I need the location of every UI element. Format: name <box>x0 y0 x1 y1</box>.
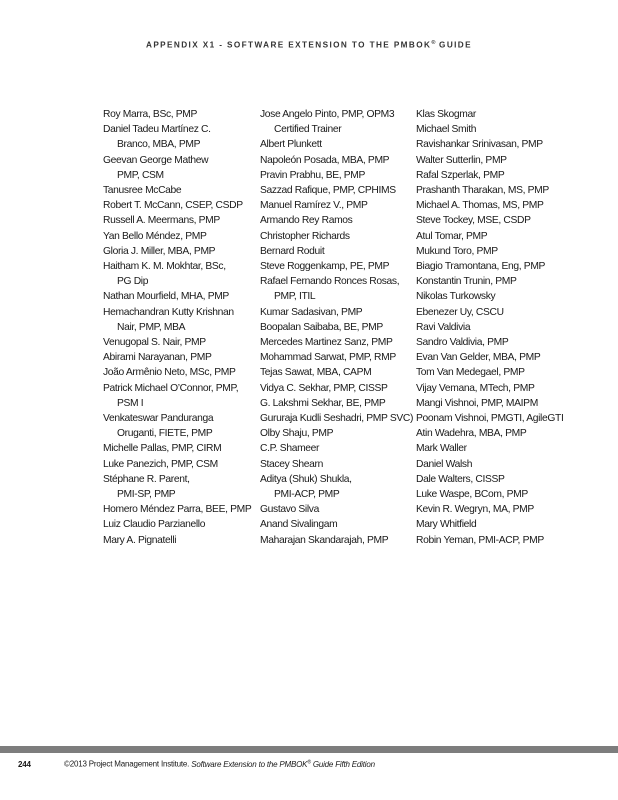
contributor-entry <box>416 122 576 137</box>
contributor-name: G. Lakshmi Sekhar, BE, PMP <box>260 397 386 409</box>
contributor-entry <box>416 320 576 335</box>
contributor-entry <box>260 274 410 304</box>
book-title-text: Software Extension to the PMBOK <box>191 759 308 769</box>
contributor-entry <box>103 107 253 122</box>
contributor-name: Tejas Sawat, MBA, CAPM <box>260 367 372 379</box>
contributor-name: Olby Shaju, PMP <box>260 428 334 440</box>
contributor-entry <box>416 457 576 472</box>
contributor-name: Mercedes Martinez Sanz, PMP <box>260 337 393 349</box>
contributor-name: Prashanth Tharakan, MS, PMP <box>416 185 549 197</box>
contributor-name: Bernard Roduit <box>260 245 325 257</box>
contributor-name: Luke Panezich, PMP, CSM <box>103 458 218 470</box>
contributor-name: Walter Sutterlin, PMP <box>416 154 507 166</box>
contributor-entry <box>103 441 253 456</box>
contributor-entry <box>260 213 410 228</box>
contributor-name: Geevan George Mathew <box>103 154 209 166</box>
contributor-name: Gustavo Silva <box>260 504 319 516</box>
header-text-end: GUIDE <box>435 40 472 50</box>
contributor-entry <box>260 259 410 274</box>
contributor-name: Napoleón Posada, MBA, PMP <box>260 154 390 166</box>
contributor-entry <box>416 441 576 456</box>
contributor-name: Mohammad Sarwat, PMP, RMP <box>260 352 396 364</box>
contributor-entry <box>416 350 576 365</box>
contributor-entry <box>260 305 410 320</box>
contributor-entry <box>260 457 410 472</box>
contributor-name: Michelle Pallas, PMP, CIRM <box>103 443 222 455</box>
contributor-name: Luke Waspe, BCom, PMP <box>416 489 528 501</box>
contributor-entry <box>260 472 410 502</box>
contributors-column-3 <box>416 107 576 548</box>
contributor-name: Steve Roggenkamp, PE, PMP <box>260 261 390 273</box>
contributor-name: Sazzad Rafique, PMP, CPHIMS <box>260 185 396 197</box>
contributor-credentials-continued: Nair, PMP, MBA <box>117 321 186 333</box>
contributor-name: Nathan Mourfield, MHA, PMP <box>103 291 229 303</box>
contributor-entry <box>260 381 410 396</box>
contributor-entry <box>103 183 253 198</box>
contributor-name: Poonam Vishnoi, PMGTI, AgileGTI <box>416 413 564 425</box>
contributor-name: Atin Wadehra, MBA, PMP <box>416 428 527 440</box>
contributor-name: Boopalan Saibaba, BE, PMP <box>260 321 383 333</box>
contributor-name: Michael A. Thomas, MS, PMP <box>416 200 544 212</box>
contributor-name: Biagio Tramontana, Eng, PMP <box>416 261 546 273</box>
contributor-name: Atul Tomar, PMP <box>416 230 488 242</box>
book-title <box>191 760 375 769</box>
contributor-name: Konstantin Trunin, PMP <box>416 276 517 288</box>
contributor-entry <box>103 259 253 289</box>
contributor-credentials-continued: PMP, CSM <box>117 169 164 181</box>
contributor-name: Homero Méndez Parra, BEE, PMP <box>103 504 252 516</box>
contributor-name: Patrick Michael O’Connor, PMP, <box>103 382 239 394</box>
contributor-entry <box>103 289 253 304</box>
contributor-name: Nikolas Turkowsky <box>416 291 496 303</box>
contributor-name: Robert T. McCann, CSEP, CSDP <box>103 200 243 212</box>
contributor-entry <box>103 229 253 244</box>
contributor-entry <box>103 381 253 411</box>
contributor-name: Michael Smith <box>416 124 477 136</box>
header-text: APPENDIX X1 - SOFTWARE EXTENSION TO THE PMBOK <box>146 40 432 50</box>
contributor-name: Rafael Fernando Ronces Rosas, <box>260 276 400 288</box>
contributor-entry <box>416 487 576 502</box>
contributor-entry <box>416 381 576 396</box>
contributor-entry <box>416 274 576 289</box>
contributor-name: Gloria J. Miller, MBA, PMP <box>103 245 216 257</box>
contributor-entry <box>260 183 410 198</box>
copyright-text: ©2013 Project Management Institute. <box>64 759 192 769</box>
contributor-name: Daniel Walsh <box>416 458 473 470</box>
contributor-entry <box>416 411 576 426</box>
contributor-name: Armando Rey Ramos <box>260 215 353 227</box>
contributor-entry <box>416 229 576 244</box>
contributor-entry <box>416 517 576 532</box>
contributor-name: Albert Plunkett <box>260 139 322 151</box>
contributor-credentials-continued: PSM I <box>117 397 144 409</box>
contributor-name: Robin Yeman, PMI-ACP, PMP <box>416 534 544 546</box>
contributor-name: Evan Van Gelder, MBA, PMP <box>416 352 541 364</box>
contributor-credentials-continued: Oruganti, FIETE, PMP <box>117 428 213 440</box>
contributor-name: Aditya (Shuk) Shukla, <box>260 473 352 485</box>
contributor-name: C.P. Shameer <box>260 443 320 455</box>
contributor-name: Kumar Sadasivan, PMP <box>260 306 363 318</box>
contributor-entry <box>103 153 253 183</box>
contributor-name: Anand Sivalingam <box>260 519 338 531</box>
contributor-name: Rafal Szperlak, PMP <box>416 169 505 181</box>
page-number: 244 <box>18 759 31 769</box>
contributor-entry <box>103 502 253 517</box>
contributor-credentials-continued: PMI-SP, PMP <box>117 489 176 501</box>
contributor-name: Gururaja Kudli Seshadri, PMP SVC) <box>260 413 414 425</box>
contributor-name: Venkateswar Panduranga <box>103 413 214 425</box>
contributor-entry <box>260 517 410 532</box>
contributor-entry <box>103 411 253 441</box>
contributor-name: Daniel Tadeu Martínez C. <box>103 124 211 136</box>
contributor-name: Luiz Claudio Parzianello <box>103 519 206 531</box>
contributor-entry <box>416 396 576 411</box>
contributor-name: Mangi Vishnoi, PMP, MAIPM <box>416 397 538 409</box>
contributor-entry <box>260 107 410 137</box>
contributor-name: Mukund Toro, PMP <box>416 245 498 257</box>
contributor-name: Steve Tockey, MSE, CSDP <box>416 215 531 227</box>
contributor-name: Dale Walters, CISSP <box>416 473 505 485</box>
contributors-column-1 <box>103 107 253 548</box>
contributor-name: Mary Whitfield <box>416 519 477 531</box>
contributor-entry <box>260 396 410 411</box>
contributor-entry <box>260 533 410 548</box>
contributor-entry <box>260 502 410 517</box>
contributor-name: Hemachandran Kutty Krishnan <box>103 306 234 318</box>
contributor-entry <box>416 365 576 380</box>
contributor-name: Klas Skogmar <box>416 109 476 120</box>
contributor-entry <box>416 502 576 517</box>
contributor-name: Abirami Narayanan, PMP <box>103 352 212 364</box>
contributor-entry <box>260 365 410 380</box>
contributor-entry <box>416 259 576 274</box>
contributor-name: Russell A. Meermans, PMP <box>103 215 220 227</box>
contributor-entry <box>103 517 253 532</box>
contributor-entry <box>260 350 410 365</box>
footer-registered-mark: ® <box>307 759 311 765</box>
contributor-entry <box>260 229 410 244</box>
contributor-name: Roy Marra, BSc, PMP <box>103 109 198 120</box>
contributor-name: Tom Van Medegael, PMP <box>416 367 525 379</box>
contributor-entry <box>260 411 414 426</box>
contributor-name: Manuel Ramírez V., PMP <box>260 200 368 212</box>
contributor-entry <box>103 472 253 502</box>
contributor-name: Vijay Vemana, MTech, PMP <box>416 382 535 394</box>
contributor-entry <box>416 213 576 228</box>
contributor-entry <box>416 168 576 183</box>
contributor-entry <box>416 335 576 350</box>
contributor-name: Tanusree McCabe <box>103 185 182 197</box>
contributor-credentials-continued: PMI-ACP, PMP <box>274 489 340 501</box>
contributor-entry <box>416 183 576 198</box>
contributor-entry <box>416 289 576 304</box>
contributor-entry <box>416 107 576 122</box>
contributor-name: Maharajan Skandarajah, PMP <box>260 534 389 546</box>
page-footer <box>18 759 375 769</box>
contributor-name: Sandro Valdivia, PMP <box>416 337 509 349</box>
contributor-entry <box>260 198 410 213</box>
contributor-entry <box>103 350 253 365</box>
contributor-entry <box>260 335 410 350</box>
contributor-name: Ebenezer Uy, CSCU <box>416 306 504 318</box>
contributor-credentials-continued: PG Dip <box>117 276 149 288</box>
contributor-name: Stéphane R. Parent, <box>103 473 190 485</box>
contributor-credentials-continued: Certified Trainer <box>274 124 342 136</box>
running-header <box>0 40 618 50</box>
contributor-entry <box>260 441 410 456</box>
contributor-credentials-continued: Branco, MBA, PMP <box>117 139 201 151</box>
contributor-entry <box>260 320 410 335</box>
book-title-edition: Guide Fifth Edition <box>310 759 375 769</box>
contributor-entry <box>103 365 253 380</box>
contributor-credentials-continued: PMP, ITIL <box>274 291 316 303</box>
contributor-entry <box>416 533 576 548</box>
contributor-entry <box>260 244 410 259</box>
contributor-entry <box>416 244 576 259</box>
contributor-entry <box>416 153 576 168</box>
contributor-entry <box>260 153 410 168</box>
contributor-name: Ravishankar Srinivasan, PMP <box>416 139 543 151</box>
contributor-name: Jose Angelo Pinto, PMP, OPM3 <box>260 109 395 120</box>
contributor-name: Kevin R. Wegryn, MA, PMP <box>416 504 534 516</box>
contributor-entry <box>416 305 576 320</box>
contributor-entry <box>416 472 576 487</box>
contributor-entry <box>416 137 576 152</box>
contributor-entry <box>103 305 253 335</box>
contributor-entry <box>103 198 253 213</box>
contributor-name: Pravin Prabhu, BE, PMP <box>260 169 366 181</box>
contributor-name: Mary A. Pignatelli <box>103 534 177 546</box>
contributor-name: Stacey Shearn <box>260 458 323 470</box>
contributor-entry <box>103 213 253 228</box>
contributor-entry <box>103 533 253 548</box>
contributor-name: Ravi Valdivia <box>416 321 471 333</box>
contributor-name: Venugopal S. Nair, PMP <box>103 337 206 349</box>
header-registered-mark: ® <box>431 40 436 46</box>
contributor-entry <box>416 426 576 441</box>
contributor-entry <box>260 137 410 152</box>
contributor-name: Mark Waller <box>416 443 467 455</box>
contributor-entry <box>103 122 253 152</box>
contributor-name: João Armênio Neto, MSc, PMP <box>103 367 236 379</box>
contributor-name: Vidya C. Sekhar, PMP, CISSP <box>260 382 388 394</box>
contributor-entry <box>103 244 253 259</box>
footer-rule <box>0 746 618 753</box>
contributor-entry <box>103 335 253 350</box>
contributor-entry <box>416 198 576 213</box>
contributors-column-2 <box>260 107 414 548</box>
contributor-entry <box>260 168 410 183</box>
contributor-name: Haitham K. M. Mokhtar, BSc, <box>103 261 226 273</box>
contributor-entry <box>260 426 410 441</box>
contributor-name: Yan Bello Méndez, PMP <box>103 230 207 242</box>
contributor-entry <box>103 457 253 472</box>
contributor-name: Christopher Richards <box>260 230 350 242</box>
